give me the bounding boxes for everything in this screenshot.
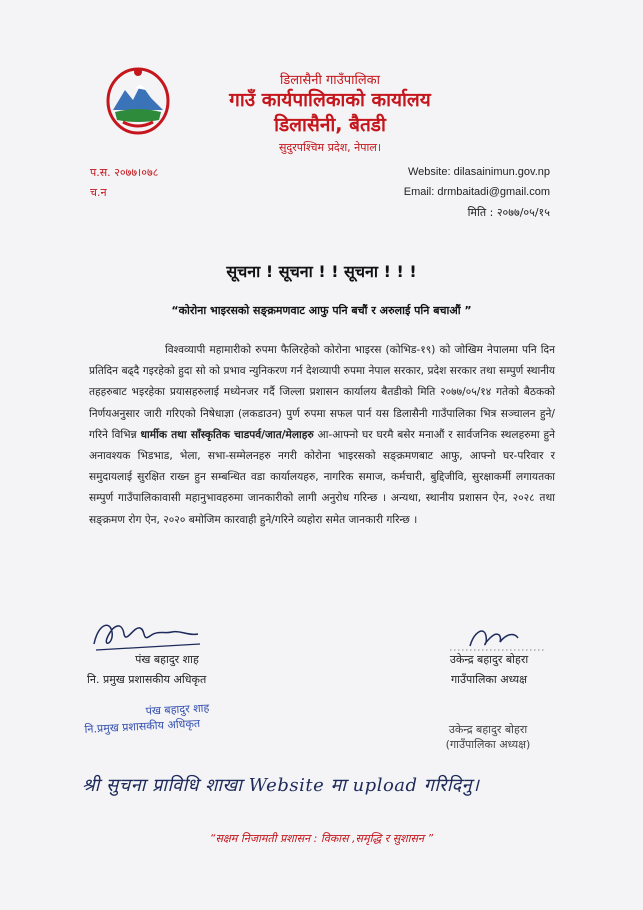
left-official-stamp bbox=[83, 697, 274, 737]
body-part-1: विश्वव्यापी महामारीको रुपमा फैलिरहेको कोरोना भाइरस (कोभिड-१९) को जोखिम नेपालमा पनि दिन प्रतिदिन बढ्दै गइरहेको हुदा सो को प्रभाव न्युनिकरण गर्न देशव्यापी रुपमा नेपाल सरकार, प्रदेश सरकार तथा सम्पुर्ण स्थानीय तहहरुबाट भइरहेका प्रयासहरुलाई मध्येनजर गर्दै जिल्ला प्रशासन कार्यालय बैतडीको मिति २०७७/०५/१४ गतेको बैठकको निर्णयअनुसार जारी गरिएको निषेधाज्ञा (लकडाउन) पुर्ण रुपमा सफल पार्न यस डिलासैनी गाउँपालिका भित्र सञ्चालन हुने/गरिने विभिन्न bbox=[89, 344, 555, 441]
nepal-emblem-icon bbox=[105, 66, 171, 136]
email-text: Email: drmbaitadi@gmail.com bbox=[403, 186, 550, 198]
footer-slogan: “सक्षम निजामती प्रशासन : विकास ,समृद्धि र सुशासन ” bbox=[209, 832, 434, 845]
issue-date: मिति : २०७७/०५/१५ bbox=[467, 206, 550, 219]
office-location: डिलासैनी, बैतडी bbox=[274, 114, 386, 136]
notice-title: सूचना ! सूचना ! ! सूचना ! ! ! bbox=[226, 262, 417, 281]
left-signatory-title: नि. प्रमुख प्रशासकीय अधिकृत bbox=[87, 673, 207, 686]
right-official-stamp bbox=[428, 722, 548, 752]
notice-body bbox=[89, 340, 555, 531]
body-bold-phrase: धार्मीक तथा साँस्कृतिक चाडपर्व/जात/मेलाहरु bbox=[140, 428, 314, 441]
notice-slogan: “कोरोना भाइरसको सङ्क्रमणवाट आफु पनि बचौं र अरुलाई पनि बचाऔं ” bbox=[171, 304, 472, 317]
province-country: सुदुरपश्चिम प्रदेश, नेपाल। bbox=[278, 141, 381, 154]
body-part-2: आ-आफ्नो घर घरमै बसेर मनाऔं र सार्वजनिक स्थलहरुमा हुने अनावश्यक भिडभाड, भेला, सभा-सम्मेलनहरु नगरी कोरोना भाइरसको सङ्क्रमणबाट आफु, आफ्नो घर-परिवार र समुदायलाई सुरक्षित राख्न हुन सम्बन्धित वडा कार्यालयहरु, नागरिक समाज, कर्मचारी, बुद्दिजीवि, सुरक्षाकर्मी लगायतका सम्पुर्ण गाउँपालिकावासी महानुभावहरुमा जानकारीको लागी अनुरोध गरिन्छ । अन्यथा, स्थानीय प्रशासन ऐन, २०२८ तथा सङ्क्रमण रोग ऐन, २०२० बमोजिम कारवाही हुने/गरिने व्यहोरा समेत जानकारी गरिन्छ । bbox=[89, 428, 555, 526]
right-signatory-title: गाउँपालिका अध्यक्ष bbox=[450, 673, 528, 686]
right-stamp-title: (गाउँपालिका अध्यक्ष) bbox=[445, 738, 531, 751]
handwritten-note bbox=[82, 773, 562, 823]
dispatch-number: च.न bbox=[90, 186, 107, 199]
right-signatory-name: उकेन्द्र बहादुर बोहरा bbox=[449, 653, 529, 666]
left-stamp-title: नि.प्रमुख प्रशासकीय अधिकृत bbox=[84, 716, 201, 736]
right-stamp-name: उकेन्द्र बहादुर बोहरा bbox=[448, 723, 528, 736]
reference-number: प.स. २०७७।०७८ bbox=[90, 166, 159, 179]
municipality-name: डिलासैनी गाउँपालिका bbox=[279, 73, 381, 88]
right-signature-icon bbox=[440, 620, 550, 654]
office-name: गाउँ कार्यपालिकाको कार्यालय bbox=[229, 89, 431, 111]
left-signature-icon bbox=[88, 614, 208, 654]
handwritten-note-text: श्री सुचना प्राविधि शाखा Website मा upload गरिदिनु। bbox=[82, 775, 480, 796]
left-signatory-name: पंख बहादुर शाह bbox=[135, 653, 199, 666]
left-stamp-name: पंख बहादुर शाह bbox=[145, 701, 210, 718]
website-text: Website: dilasainimun.gov.np bbox=[407, 166, 550, 178]
